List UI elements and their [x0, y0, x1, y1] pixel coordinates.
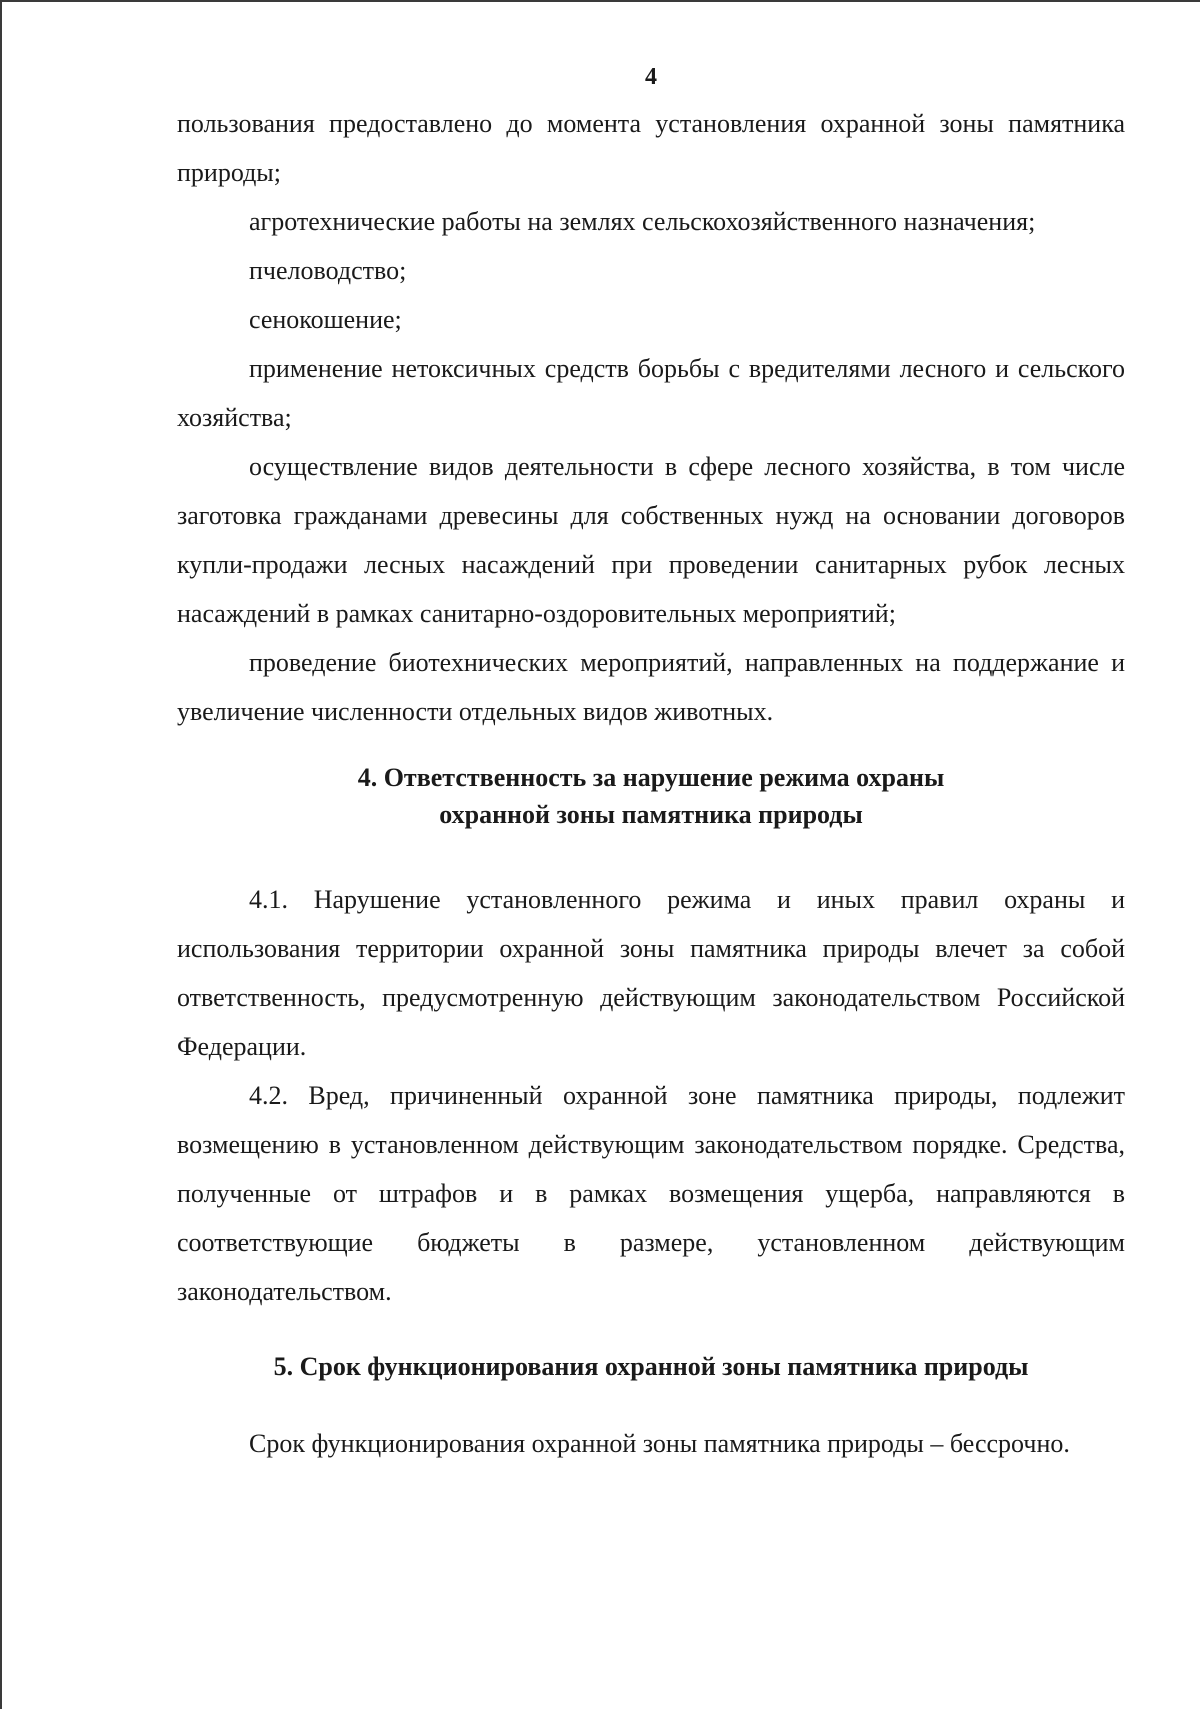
section-4-heading [177, 759, 1125, 833]
list-item-forestry: осуществление видов деятельности в сфере лесного хозяйства, в том числе заготовка гражданами древесины для собственных нужд на основании договоров купли-продажи лесных насаждений при проведении санитарных рубок лесных насаждений в рамках санитарно-оздоровительных мероприятий; [177, 452, 1125, 628]
list-item-agrotechnical: агротехнические работы на землях сельскохозяйственного назначения; [249, 207, 1036, 236]
paragraph-continuation: пользования предоставлено до момента установления охранной зоны памятника природы; [177, 109, 1125, 187]
section-5-heading: 5. Срок функционирования охранной зоны памятника природы [273, 1352, 1029, 1381]
section-4-heading-line-1: 4. Ответственность за нарушение режима охраны [357, 763, 945, 792]
paragraph-4-2: 4.2. Вред, причиненный охранной зоне памятника природы, подлежит возмещению в установленном действующим законодательством порядке. Средства, полученные от штрафов и в рамках возмещения ущерба, направляются в соответствующие бюджеты в размере, установленном действующим законодательством. [177, 1081, 1125, 1306]
list-item-beekeeping: пчеловодство; [249, 256, 407, 285]
page-number: 4 [645, 64, 657, 90]
scan-edge-top [0, 0, 1200, 2]
document-body [177, 99, 1125, 1468]
list-item-pest-control: применение нетоксичных средств борьбы с вредителями лесного и сельского хозяйства; [177, 354, 1125, 432]
list-item-biotechnical: проведение биотехнических мероприятий, направленных на поддержание и увеличение численности отдельных видов животных. [177, 648, 1125, 726]
scan-edge-left [0, 0, 2, 1709]
section-4-heading-line-2: охранной зоны памятника природы [439, 800, 863, 829]
paragraph-4-1: 4.1. Нарушение установленного режима и иных правил охраны и использования территории охранной зоны памятника природы влечет за собой ответственность, предусмотренную действующим законодательством Российской Федерации. [177, 885, 1125, 1061]
paragraph-5: Срок функционирования охранной зоны памятника природы – бессрочно. [249, 1429, 1070, 1458]
list-item-haymaking: сенокошение; [249, 305, 402, 334]
